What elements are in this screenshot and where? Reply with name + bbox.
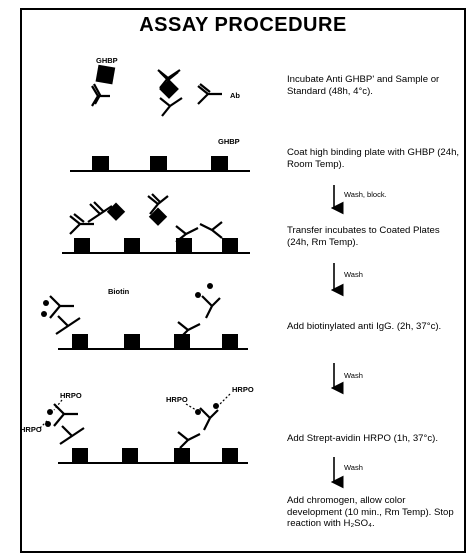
step-3-text: Transfer incubates to Coated Plates (24h, Rm Temp). [287, 225, 440, 248]
antibody-icon [200, 408, 218, 430]
plate-ghbp-block [72, 334, 88, 348]
hrpo-label: HRPO [20, 425, 42, 434]
ghbp-square [149, 208, 167, 226]
plate-ghbp-block [92, 156, 109, 170]
plate-ghbp-block [124, 238, 140, 252]
plate-ghbp-block [222, 238, 238, 252]
step-5-text: Add Strept-avidin HRPO (1h, 37°c). [287, 433, 439, 444]
ghbp-label: GHBP [96, 56, 118, 65]
row5-illustration [20, 385, 254, 463]
ghbp-square [96, 65, 116, 85]
biotin-dot [195, 409, 201, 415]
biotin-dot [213, 403, 219, 409]
row3-illustration [62, 194, 250, 253]
plate-ghbp-block [124, 334, 140, 348]
ab-label: Ab [230, 91, 240, 100]
plate-ghbp-block [122, 448, 138, 462]
plate-ghbp-block [222, 334, 238, 348]
plate-ghbp-block [222, 448, 238, 462]
step-6-text: Add chromogen, allow color development (10 min., Rm Temp). Stop reaction with H₂SO₄. [287, 495, 454, 529]
plate-ghbp-block [211, 156, 228, 170]
biotin-dot [41, 311, 47, 317]
plate-ghbp-block [176, 238, 192, 252]
step-1-text: Incubate Anti GHBP' and Sample or Standard (48h, 4°c). [287, 74, 440, 97]
biotin-label: Biotin [108, 287, 130, 296]
biotin-dot [43, 300, 49, 306]
biotin-dot [45, 421, 51, 427]
antibody-icon [202, 296, 220, 318]
antibody-icon [178, 432, 200, 448]
antibody-icon [160, 98, 182, 116]
antibody-icon [198, 84, 222, 104]
ghbp-square [159, 79, 179, 99]
arrow-label-wash: Wash [344, 463, 363, 472]
antibody-icon [60, 426, 84, 444]
plate-ghbp-block [174, 334, 190, 348]
biotin-dot [47, 409, 53, 415]
antibody-icon [54, 404, 78, 426]
plate-ghbp-block [150, 156, 167, 170]
plate-ghbp-block [74, 238, 90, 252]
antibody-icon [92, 84, 110, 106]
hrpo-label: HRPO [60, 391, 82, 400]
antibody-icon [50, 296, 74, 318]
arrow-label-wash: Wash [344, 270, 363, 279]
row4-illustration [41, 283, 248, 349]
plate-ghbp-block [72, 448, 88, 462]
biotin-dot [207, 283, 213, 289]
ghbp-plate-label: GHBP [218, 137, 240, 146]
step-2-text: Coat high binding plate with GHBP (24h, Room Temp). [287, 147, 460, 170]
antibody-icon [200, 222, 222, 238]
step-4-text: Add biotinylated anti IgG. (2h, 37°c). [287, 321, 442, 332]
hrpo-label: HRPO [232, 385, 254, 394]
biotin-dot [195, 292, 201, 298]
row1-illustration [92, 56, 240, 116]
antibody-icon [70, 214, 94, 234]
hrpo-label: HRPO [166, 395, 188, 404]
ghbp-square [107, 203, 125, 221]
antibody-icon [56, 316, 80, 334]
plate-ghbp-block [174, 448, 190, 462]
row2-plate [70, 137, 250, 171]
diagram-title: ASSAY PROCEDURE [139, 14, 347, 36]
arrow-label-wash: Wash [344, 371, 363, 380]
arrow-label-wash-block: Wash, block. [344, 190, 387, 199]
